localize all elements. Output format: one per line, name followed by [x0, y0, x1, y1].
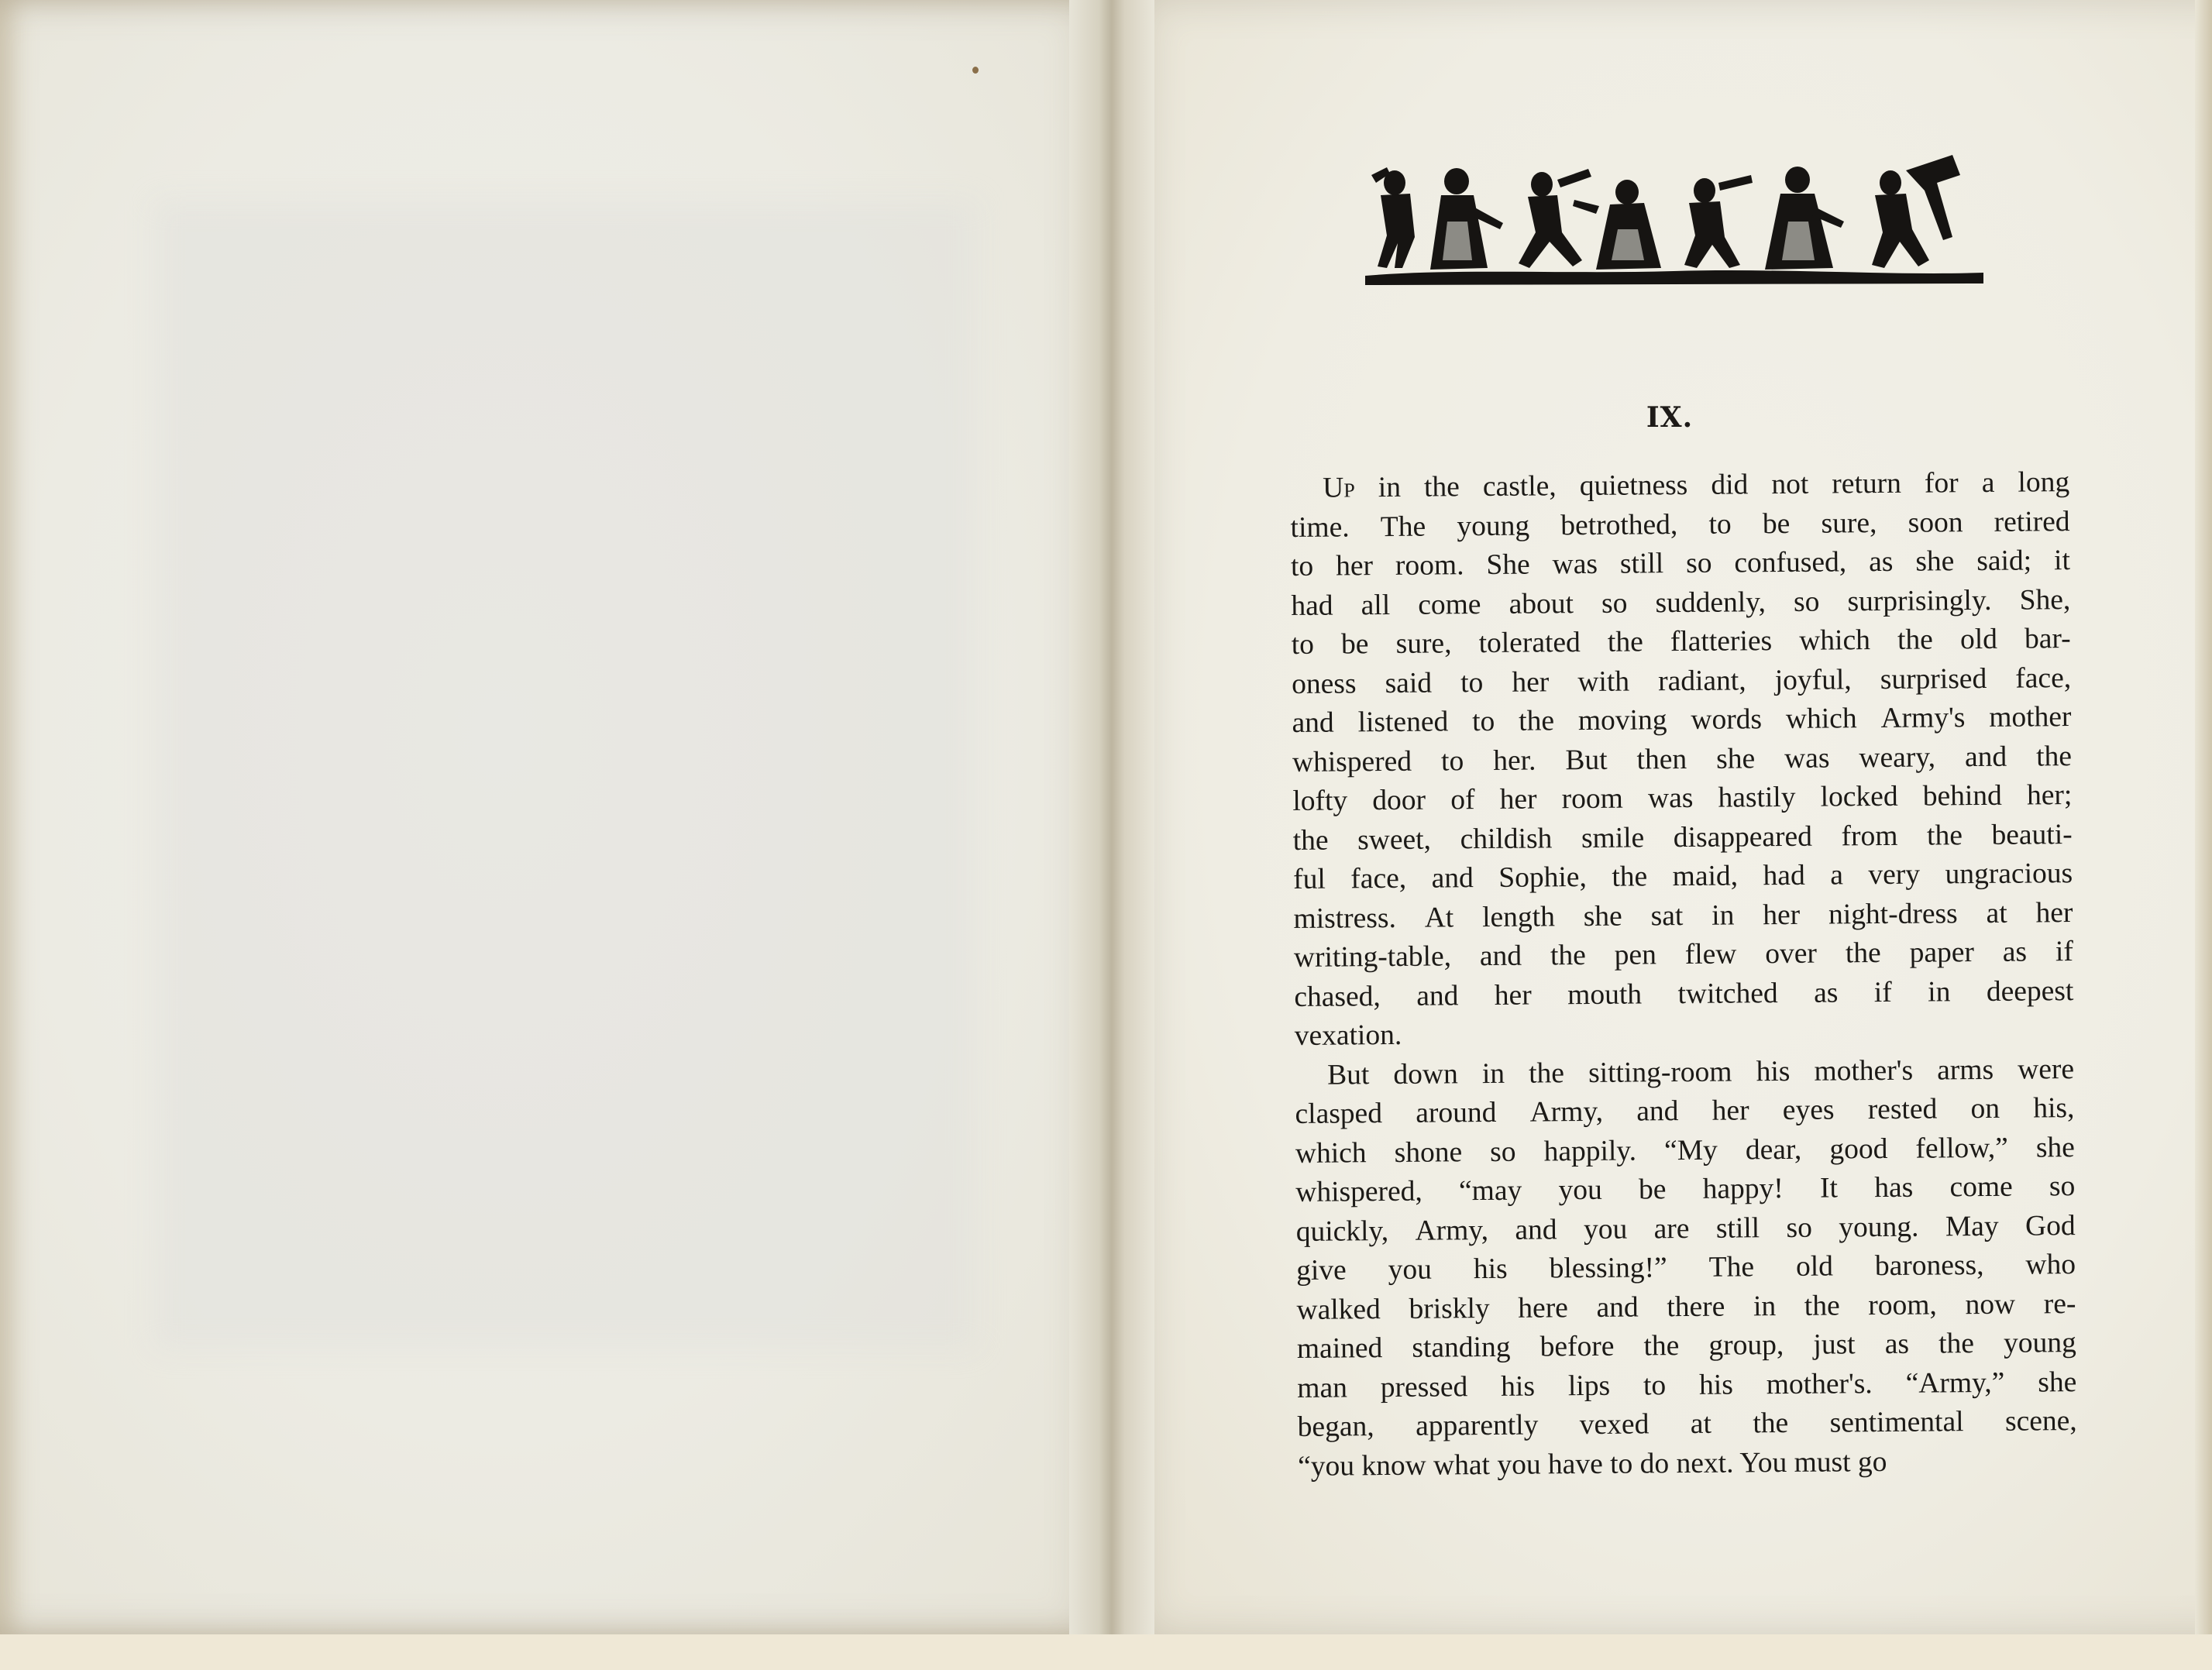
text-line: writing-table, and the pen flew over the paper as if: [1293, 936, 2074, 974]
body-text: [1290, 463, 2077, 1486]
text-line: time. The young betrothed, to be sure, soon retired: [1290, 505, 2070, 544]
chapter-heading: IX.: [1646, 401, 1694, 434]
text-line: whispered to her. But then she was weary, and the: [1292, 740, 2073, 778]
dancing-figures-woodcut-icon: [1364, 152, 1985, 288]
text-line: man pressed his lips to his mother's. “Army,” she: [1297, 1366, 2077, 1404]
text-line: and listened to the moving words which Army's mother: [1292, 701, 2072, 739]
text-line: oness said to her with radiant, joyful, surprised face,: [1292, 661, 2072, 700]
text-line: had all come about so suddenly, so surprisingly. She,: [1291, 583, 2071, 622]
text-line: to her room. She was still so confused, as she said; it: [1290, 545, 2071, 582]
text-line: give you his blessing!” The old baroness, who: [1295, 1249, 2076, 1287]
left-page-blank: [0, 0, 1108, 1634]
text-line: quickly, Army, and you are still so young. May God: [1295, 1209, 2076, 1248]
text-line: mistress. At length she sat in her night-dress at her: [1293, 896, 2073, 935]
text-line: which shone so happily. “My dear, good fellow,” she: [1295, 1131, 2076, 1170]
text-line: mained standing before the group, just as the young: [1296, 1327, 2077, 1365]
text-line: Up in the castle, quietness did not return for a long: [1323, 466, 2070, 504]
text-line: the sweet, childish smile disappeared from the beauti-: [1292, 818, 2073, 857]
text-line: chased, and her mouth twitched as if in deepest: [1294, 974, 2074, 1013]
paper-speck: [972, 67, 979, 74]
text-line: “you know what you have to do next. You must go: [1297, 1445, 1887, 1483]
text-line: ful face, and Sophie, the maid, had a very ungracious: [1292, 857, 2073, 895]
text-line: clasped around Army, and her eyes rested on his,: [1295, 1092, 2075, 1130]
text-line: to be sure, tolerated the flatteries which the old bar-: [1291, 623, 2071, 661]
text-line: walked briskly here and there in the room, now re-: [1296, 1287, 2076, 1326]
text-line: lofty door of her room was hastily locked behind her;: [1292, 779, 2073, 817]
book-gutter: [1069, 0, 1154, 1634]
text-line: whispered, “may you be happy! It has come so: [1295, 1170, 2076, 1208]
left-page-bleed-through: [155, 201, 976, 1348]
page-edge: [2195, 0, 2212, 1634]
text-line: began, apparently vexed at the sentimental scene,: [1297, 1405, 2077, 1443]
text-line: vexation.: [1294, 1019, 1402, 1052]
text-line: But down in the sitting-room his mother's arms were: [1326, 1053, 2075, 1091]
